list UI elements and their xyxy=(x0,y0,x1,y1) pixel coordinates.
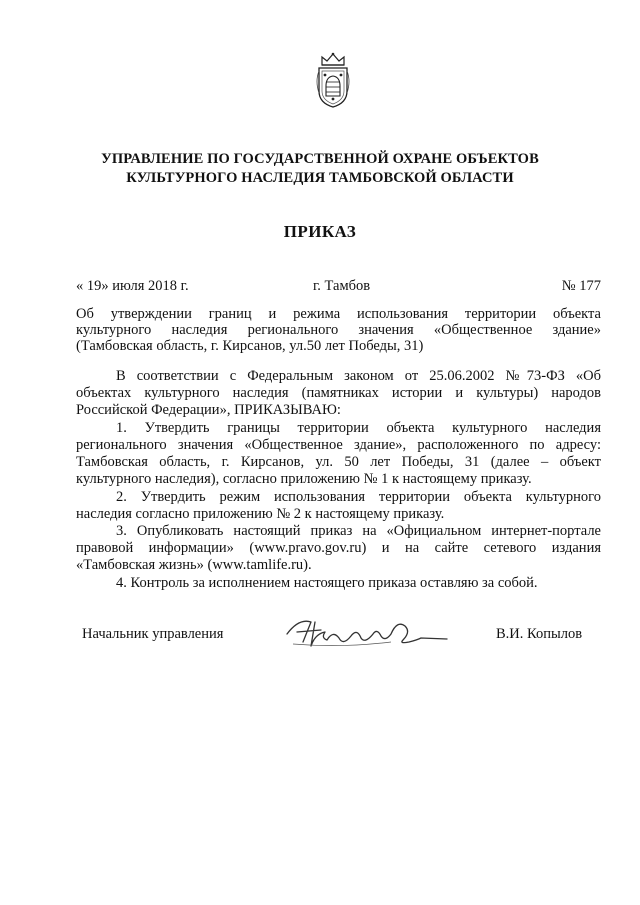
signatory-position: Начальник управления xyxy=(82,626,224,642)
item-3-line-3: «Тамбовская жизнь» (www.tamlife.ru). xyxy=(76,557,312,573)
subject-line-3: (Тамбовская область, г. Кирсанов, ул.50 лет Победы, 31) xyxy=(76,338,424,354)
coat-of-arms-icon xyxy=(313,51,353,109)
item-3-line-2: правовой информации» (www.pravo.gov.ru) и на сайте сетевого издания xyxy=(76,540,601,556)
item-1-line-3: Тамбовская область, г. Кирсанов, ул. 50 лет Победы, 31 (далее – объект xyxy=(76,454,601,470)
agency-name-line-2: КУЛЬТУРНОГО НАСЛЕДИЯ ТАМБОВСКОЙ ОБЛАСТИ xyxy=(126,170,514,186)
item-4: 4. Контроль за исполнением настоящего приказа оставляю за собой. xyxy=(116,575,538,591)
item-1-line-2: регионального значения «Общественное здание», расположенного по адресу: xyxy=(76,437,601,453)
agency-name-line-1: УПРАВЛЕНИЕ ПО ГОСУДАРСТВЕННОЙ ОХРАНЕ ОБЪЕКТОВ xyxy=(101,151,539,167)
agency-name xyxy=(0,150,640,188)
preamble-line-1: В соответствии с Федеральным законом от 25.06.2002 №73-ФЗ «Об xyxy=(116,368,601,384)
order-date: « 19» июля 2018 г. xyxy=(76,278,189,294)
preamble-line-2: объектах культурного наследия (памятниках истории и культуры) народов xyxy=(76,385,601,401)
item-1-line-4: культурного наследия), согласно приложению № 1 к настоящему приказу. xyxy=(76,471,532,487)
document-type-title: ПРИКАЗ xyxy=(283,222,357,241)
item-3-line-1: 3. Опубликовать настоящий приказ на «Официальном интернет-портале xyxy=(116,523,601,539)
preamble-line-3: Российской Федерации», ПРИКАЗЫВАЮ: xyxy=(76,402,341,418)
handwritten-signature xyxy=(281,612,451,656)
signatory-name: В.И. Копылов xyxy=(496,626,583,642)
subject-line-2: культурного наследия регионального значения «Общественное здание» xyxy=(76,322,601,338)
item-2-line-1: 2. Утвердить режим использования территории объекта культурного xyxy=(116,489,601,505)
item-2-line-2: наследия согласно приложению № 2 к настоящему приказу. xyxy=(76,506,445,522)
order-number: № 177 xyxy=(561,278,601,294)
item-1-line-1: 1. Утвердить границы территории объекта культурного наследия xyxy=(116,420,601,436)
subject-line-1: Об утверждении границ и режима использования территории объекта xyxy=(76,306,601,322)
order-place: г. Тамбов xyxy=(313,278,371,294)
